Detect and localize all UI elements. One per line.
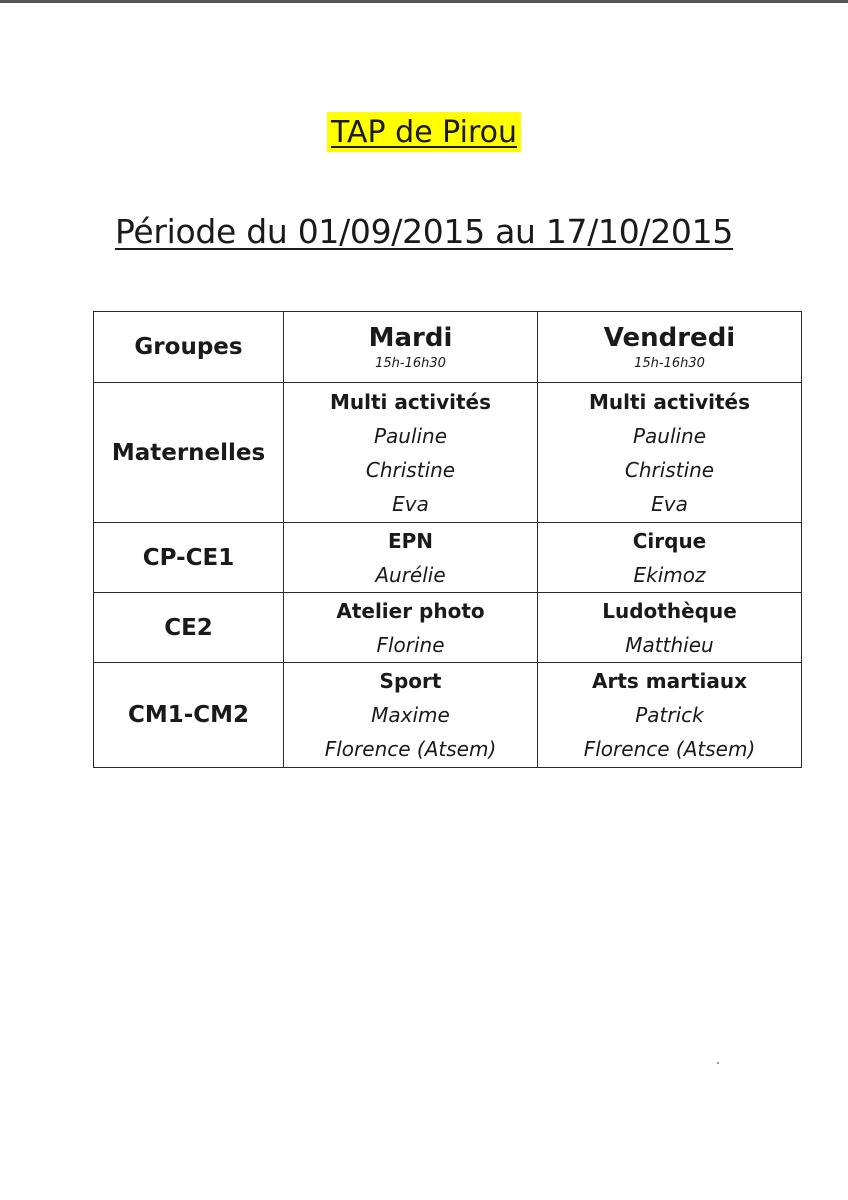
group-cell — [94, 383, 284, 523]
subtitle-block — [0, 210, 848, 254]
activity-cell-vendredi — [538, 383, 802, 523]
schedule-table — [93, 311, 802, 768]
group-name: CE2 — [164, 614, 213, 641]
header-day-name: Mardi — [368, 322, 453, 353]
activity-cell-mardi — [284, 523, 538, 593]
header-cell-vendredi — [538, 312, 802, 383]
activity-cell-mardi — [284, 663, 538, 768]
title-block — [0, 112, 848, 152]
person-name: Christine — [365, 457, 456, 482]
group-name: CP-CE1 — [142, 544, 235, 571]
person-name: Florence (Atsem) — [583, 737, 756, 761]
person-name: Florence (Atsem) — [324, 737, 497, 761]
activity-name: Arts martiaux — [591, 669, 748, 693]
activity-name: Atelier photo — [336, 598, 485, 623]
activity-cell-vendredi — [538, 593, 802, 663]
group-cell — [94, 593, 284, 663]
group-name: CM1-CM2 — [127, 702, 250, 728]
activity-name: Multi activités — [588, 389, 751, 414]
person-name: Ekimoz — [633, 562, 706, 587]
activity-name: Multi activités — [329, 389, 492, 414]
activity-cell-mardi — [284, 593, 538, 663]
activity-name: Ludothèque — [602, 598, 737, 623]
person-name: Pauline — [373, 423, 448, 448]
group-cell — [94, 663, 284, 768]
activity-name: Cirque — [632, 528, 707, 553]
header-day-hours: 15h-16h30 — [634, 355, 705, 371]
person-name: Pauline — [632, 423, 707, 448]
table-row — [94, 383, 802, 523]
header-groups-label: Groupes — [134, 334, 243, 360]
header-cell-groups — [94, 312, 284, 383]
person-name: Aurélie — [375, 562, 446, 587]
scan-top-edge — [0, 0, 848, 3]
header-day-hours: 15h-16h30 — [375, 355, 446, 371]
header-cell-mardi — [284, 312, 538, 383]
person-name: Patrick — [635, 703, 704, 727]
person-name: Florine — [376, 632, 445, 657]
group-cell — [94, 523, 284, 593]
period-subtitle: Période du 01/09/2015 au 17/10/2015 — [114, 212, 734, 251]
activity-name: Sport — [379, 669, 442, 693]
person-name: Eva — [392, 491, 429, 516]
table-row — [94, 593, 802, 663]
activity-name: EPN — [387, 528, 434, 553]
person-name: Matthieu — [625, 632, 714, 657]
person-name: Eva — [651, 491, 688, 516]
table-row — [94, 663, 802, 768]
activity-cell-vendredi — [538, 523, 802, 593]
group-name: Maternelles — [111, 439, 266, 466]
scan-speck — [717, 1062, 719, 1064]
table-header-row — [94, 312, 802, 383]
activity-cell-vendredi — [538, 663, 802, 768]
person-name: Christine — [624, 457, 715, 482]
header-day-name: Vendredi — [603, 322, 736, 353]
person-name: Maxime — [371, 703, 450, 727]
activity-cell-mardi — [284, 383, 538, 523]
page-title: TAP de Pirou — [327, 112, 521, 152]
table-row — [94, 523, 802, 593]
